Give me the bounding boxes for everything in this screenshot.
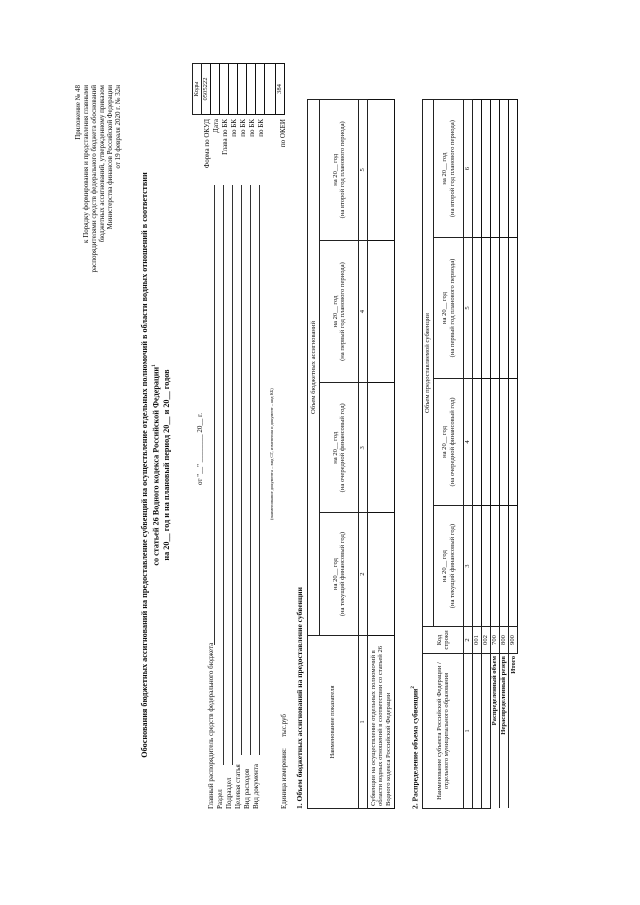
- s2-colnum-4: 4: [464, 378, 473, 505]
- code-okei: 384: [276, 64, 285, 115]
- appendix-line-5: от 19 февраля 2020 г. № 32н: [114, 85, 122, 169]
- s2-header-group: Объем предоставляемой субвенции: [423, 100, 434, 627]
- s2-cell: [482, 378, 491, 505]
- s2-row-code: 800: [500, 627, 509, 654]
- codes-label-okei: по ОКЕИ: [279, 119, 287, 148]
- unit-label: Единица измерения:: [280, 748, 288, 809]
- appendix-block: [74, 85, 122, 405]
- field-label-gpbs: Главный распорядитель средств федерального бюджета: [207, 642, 215, 809]
- s2-header-col-3: на 20__ год (на первый год планового периода): [434, 238, 464, 378]
- table-row: [482, 100, 491, 809]
- codes-label-bk-3: по БК: [248, 119, 256, 137]
- codes-header: Коды: [193, 64, 202, 115]
- title-line-3: на 20__ год и на плановый период 20__ и 20__ годов: [161, 369, 171, 561]
- appendix-line-2: распорядителями средств федерального бюджета обоснований: [90, 85, 98, 273]
- section1-table: [307, 99, 395, 809]
- section2-footnote-mark: 2: [411, 686, 416, 689]
- s2-row-code: 002: [482, 627, 491, 654]
- codes-label-bk-4: по БК: [257, 119, 265, 137]
- field-line-section: [223, 185, 224, 765]
- s2-cell: [482, 100, 491, 238]
- codes-label-bk-1: по БК: [230, 119, 238, 137]
- s2-cell: [509, 378, 518, 505]
- codes-label-glava: Глава по БК: [221, 119, 229, 155]
- s2-colnum-1: 1: [464, 654, 473, 809]
- appendix-line-4: Министерства финансов Российской Федерации: [106, 85, 114, 230]
- field-line-doctype: [259, 185, 260, 755]
- s2-cell: [509, 238, 518, 378]
- table-row: [509, 100, 518, 809]
- date-caption: (наименование документа – вид СГ, изменения и документ – код КБ): [269, 388, 274, 520]
- appendix-line-3: бюджетных ассигнований, утвержденному приказом: [98, 85, 106, 243]
- appendix-number: Приложение № 48: [74, 85, 82, 140]
- code-bk-4: [256, 64, 265, 115]
- s2-header-name: Наименование субъекта Российской Федерации / отдельного муниципального образования: [423, 654, 464, 809]
- title-line-1: Обоснования бюджетных ассигнований на предоставление субвенций на осуществление отдельных полномочий в области водных отношений в соответствии: [140, 172, 149, 758]
- s2-cell: [482, 238, 491, 378]
- s2-cell: [491, 100, 500, 238]
- s2-cell: [482, 506, 491, 627]
- s2-cell: [491, 378, 500, 505]
- s2-cell: [473, 506, 482, 627]
- s1-header-col-1: на 20__ год (на текущий финансовый год): [320, 513, 359, 636]
- s1-colnum-3: 3: [359, 383, 368, 513]
- s2-row-name: Итого: [509, 656, 517, 674]
- code-blank: [265, 64, 276, 115]
- s2-header-col-1: на 20__ год (на текущий финансовый год): [434, 506, 464, 627]
- s2-colnum-2: 2: [464, 627, 473, 654]
- s1-cell-1: [368, 513, 395, 636]
- s2-header-col-4: на 20__ год (на второй год планового периода): [434, 100, 464, 238]
- table-row: [473, 100, 482, 809]
- field-label-expense: Вид расходов: [243, 768, 251, 809]
- field-line-gpbs: [214, 185, 215, 645]
- document-title: [140, 115, 172, 815]
- field-line-expense: [250, 185, 251, 755]
- code-bk-2: [238, 64, 247, 115]
- s1-cell-3: [368, 240, 395, 383]
- s1-colnum-2: 2: [359, 513, 368, 636]
- s2-header-code: Код строки: [423, 627, 464, 654]
- s2-cell: [509, 100, 518, 238]
- s1-header-col-3: на 20__ год (на первый год планового периода): [320, 240, 359, 383]
- field-label-subsection: Подраздел: [225, 777, 233, 809]
- field-label-target: Целевая статья: [234, 764, 242, 809]
- section2-title: 2. Распределение объема субвенции$^2$: [410, 686, 420, 809]
- field-label-section: Раздел: [216, 789, 224, 809]
- codes-label-date: Дата: [212, 119, 220, 133]
- appendix-line-1: к Порядку формирования и представления главными: [82, 85, 90, 243]
- field-line-target: [241, 185, 242, 755]
- code-date: [211, 64, 220, 115]
- s2-row-code: 900: [509, 627, 518, 654]
- s2-cell: [491, 238, 500, 378]
- s1-colnum-4: 4: [359, 240, 368, 383]
- unit-value: тыс.руб: [280, 714, 288, 737]
- title-line-2: со статьей 26 Водного кодекса Российской Федерации$^1$: [151, 364, 161, 566]
- section2-table: [422, 99, 518, 809]
- date-line: от "__" ________ 20__ г.: [196, 412, 204, 485]
- code-bk-3: [247, 64, 256, 115]
- s2-cell: [500, 378, 509, 505]
- s2-cell: [491, 506, 500, 627]
- s2-header-col-2: на 20__ год (на очередной финансовый год): [434, 378, 464, 505]
- codes-table: [192, 63, 285, 115]
- table-row: [491, 100, 500, 809]
- s2-cell: [473, 238, 482, 378]
- field-line-subsection: [232, 185, 233, 765]
- s2-cell: [500, 238, 509, 378]
- codes-label-bk-2: по БК: [239, 119, 247, 137]
- s1-cell-2: [368, 383, 395, 513]
- s2-cell: [473, 378, 482, 505]
- s2-row-code: 700: [491, 627, 500, 654]
- code-glava: [220, 64, 229, 115]
- table-row: [500, 100, 509, 809]
- codes-label-okud: Форма по ОКУД: [203, 119, 211, 169]
- s2-cell: [500, 506, 509, 627]
- s2-cell: [509, 506, 518, 627]
- s1-header-name: Наименование показателя: [308, 636, 359, 809]
- s2-row-name: [482, 654, 491, 809]
- s2-colnum-5: 5: [464, 238, 473, 378]
- field-label-doctype: Вид документа: [252, 763, 260, 809]
- s1-header-group: Объем бюджетных ассигнований: [308, 100, 320, 636]
- s2-colnum-6: 6: [464, 100, 473, 238]
- s1-header-col-4: на 20__ год (на второй год планового периода): [320, 100, 359, 241]
- code-bk-1: [229, 64, 238, 115]
- s2-cell: [500, 100, 509, 238]
- s2-row-name: [473, 654, 482, 809]
- s2-row-name: Распределенный объем: [491, 654, 500, 809]
- s2-row-code: 001: [473, 627, 482, 654]
- s2-colnum-3: 3: [464, 506, 473, 627]
- s1-cell-4: [368, 100, 395, 241]
- code-okud: 0505222: [202, 64, 211, 115]
- s1-colnum-1: 1: [359, 636, 368, 809]
- section1-title: 1. Объем бюджетных ассигнований на предоставление субвенции: [295, 587, 304, 809]
- s1-header-col-2: на 20__ год (на очередной финансовый год): [320, 383, 359, 513]
- s1-colnum-5: 5: [359, 100, 368, 241]
- s2-cell: [473, 100, 482, 238]
- s2-row-name: Нераспределенный резерв: [500, 654, 509, 809]
- title-footnote-mark: 1: [152, 364, 157, 367]
- s1-row-label: Субвенции на осуществление отдельных полномочий в области водных отношений в соответствии со статьей 26 Водного кодекса Российской Федерации: [368, 636, 395, 809]
